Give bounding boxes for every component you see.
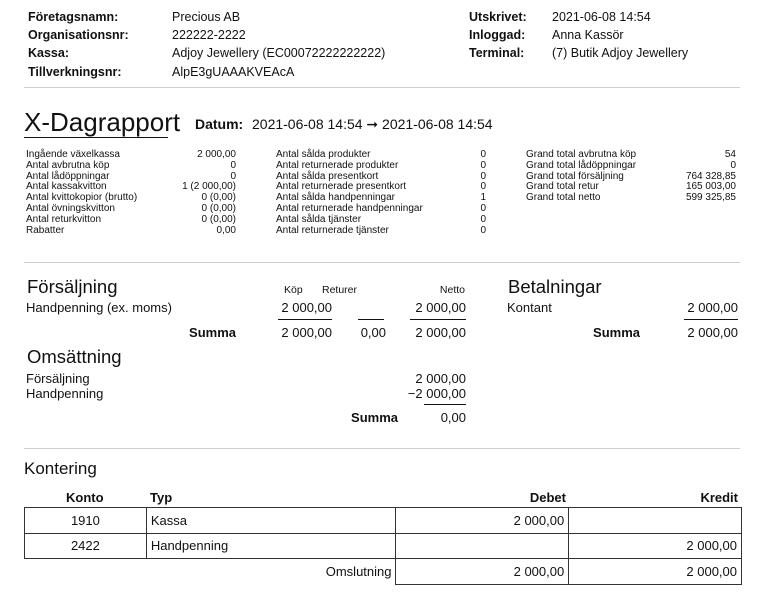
- stat-value: 0: [480, 149, 486, 160]
- org-number-value: 222222-2222: [172, 28, 246, 42]
- stat-value: 0 (0,00): [201, 202, 236, 214]
- accounting-debit: 2 000,00: [396, 508, 569, 534]
- turnover-row-label: Försäljning: [26, 371, 90, 386]
- table-row: [25, 508, 742, 534]
- stats-col3-values: [656, 150, 736, 204]
- payments-underline: [684, 319, 738, 320]
- stat-value: 0 (0,00): [201, 213, 236, 225]
- stat-value: 0: [730, 159, 736, 171]
- turnover-row-value: −2 000,00: [407, 386, 466, 401]
- sales-col-purchase: Köp: [284, 284, 303, 296]
- accounting-type: Kassa: [146, 508, 396, 534]
- payments-row-label: Kontant: [507, 300, 552, 315]
- stat-label: Grand total avbrutna köp: [526, 149, 637, 160]
- sales-returns-underline: [358, 319, 384, 320]
- stats-col2-values: [446, 150, 486, 236]
- company-name-value: Precious AB: [172, 10, 241, 24]
- terminal-label: Terminal:: [469, 46, 525, 60]
- turnover-title: Omsättning: [27, 346, 122, 367]
- stats-divider: [24, 262, 740, 263]
- stat-label: Antal övningskvitton: [26, 202, 115, 214]
- stat-value: 2 000,00: [197, 149, 236, 160]
- register-label: Kassa:: [28, 46, 69, 60]
- accounting-total-credit: 2 000,00: [569, 559, 742, 585]
- stat-label: Antal sålda produkter: [276, 149, 371, 160]
- datum-label: Datum:: [195, 116, 244, 132]
- stat-value: 0: [480, 159, 486, 171]
- accounting-credit: 2 000,00: [569, 533, 742, 559]
- stat-value: 0: [480, 170, 486, 182]
- accounting-header-type: Typ: [150, 490, 173, 505]
- stat-label: Antal kassakvitton: [26, 181, 107, 193]
- stat-label: Antal kvittokopior (brutto): [26, 192, 138, 204]
- printed-value: 2021-06-08 14:54: [552, 10, 651, 24]
- accounting-account: 1910: [25, 508, 147, 534]
- empty-cell: [25, 559, 147, 585]
- stat-label: Grand total netto: [526, 192, 601, 204]
- sales-net-underline: [410, 319, 466, 320]
- terminal-value: (7) Butik Adjoy Jewellery: [552, 46, 689, 60]
- stat-value: 54: [724, 149, 736, 160]
- accounting-total-debit: 2 000,00: [396, 559, 569, 585]
- sales-sum-returns: 0,00: [360, 325, 386, 340]
- accounting-debit: [396, 533, 569, 559]
- stat-value: 165 003,00: [685, 181, 736, 193]
- stats-col1-values: [156, 150, 236, 236]
- turnover-divider: [24, 448, 740, 449]
- turnover-labels: [26, 371, 103, 401]
- company-name-label: Företagsnamn:: [28, 10, 119, 24]
- stat-label: Grand total lådöppningar: [526, 159, 637, 171]
- sales-purchase-underline: [278, 319, 332, 320]
- accounting-credit: [569, 508, 742, 534]
- stat-label: Antal returnerade handpenningar: [276, 202, 423, 214]
- payments-row-value: 2 000,00: [687, 300, 738, 315]
- stat-label: Grand total försäljning: [526, 170, 624, 182]
- sales-col-returns: Returer: [322, 284, 358, 296]
- printed-label: Utskrivet:: [469, 10, 527, 24]
- stat-label: Rabatter: [26, 224, 65, 236]
- turnover-sum-value: 0,00: [440, 410, 466, 425]
- stat-value: 1: [480, 192, 486, 204]
- stat-label: Antal sålda presentkort: [276, 170, 379, 182]
- stat-value: 0: [480, 224, 486, 236]
- turnover-row-value: 2 000,00: [415, 371, 466, 386]
- payments-sum-value: 2 000,00: [687, 325, 738, 340]
- turnover-values: [370, 371, 466, 401]
- org-number-label: Organisationsnr:: [28, 28, 129, 42]
- stat-value: 0,00: [216, 224, 236, 236]
- sales-col-net: Netto: [439, 284, 465, 296]
- payments-title: Betalningar: [508, 276, 602, 297]
- stat-value: 0: [480, 181, 486, 193]
- sales-row-purchase: 2 000,00: [281, 300, 332, 315]
- accounting-table: [24, 507, 742, 585]
- report-title: X-Dagrapport: [24, 107, 181, 137]
- register-value: Adjoy Jewellery (EC00072222222222): [172, 46, 386, 60]
- stat-label: Antal returnerade produkter: [276, 159, 399, 171]
- manufacturing-number-value: AlpE3gUAAAKVEAcA: [172, 65, 295, 79]
- payments-sum-label: Summa: [593, 325, 640, 340]
- sales-sum-net: 2 000,00: [415, 325, 466, 340]
- stat-label: Antal avbrutna köp: [26, 159, 110, 171]
- manufacturing-number-label: Tillverkningsnr:: [28, 65, 122, 79]
- stat-value: 1 (2 000,00): [182, 181, 236, 193]
- stat-value: 764 328,85: [685, 170, 736, 182]
- logged-in-label: Inloggad:: [469, 28, 526, 42]
- accounting-total-label: Omslutning: [146, 559, 396, 585]
- stats-col3-labels: [526, 150, 636, 204]
- stats-col2-labels: [276, 150, 423, 236]
- report-title-underline: [24, 137, 168, 138]
- header-divider: [24, 87, 740, 88]
- sales-sum-label: Summa: [189, 325, 236, 340]
- turnover-underline: [424, 404, 466, 405]
- stat-label: Antal returnerade tjänster: [276, 224, 389, 236]
- table-total-row: [25, 559, 742, 585]
- stat-label: Antal lådöppningar: [26, 170, 110, 182]
- sales-row-net: 2 000,00: [415, 300, 466, 315]
- turnover-row-label: Handpenning: [26, 386, 104, 401]
- accounting-header-account: Konto: [66, 490, 104, 505]
- table-row: [25, 533, 742, 559]
- sales-sum-purchase: 2 000,00: [281, 325, 332, 340]
- stat-label: Antal sålda tjänster: [276, 213, 362, 225]
- stat-value: 0: [480, 202, 486, 214]
- sales-title: Försäljning: [27, 276, 118, 297]
- accounting-account: 2422: [25, 533, 147, 559]
- turnover-sum-label: Summa: [351, 410, 398, 425]
- stat-value: 0: [230, 159, 236, 171]
- stat-value: 0 (0,00): [201, 192, 236, 204]
- stat-label: Grand total retur: [526, 181, 599, 193]
- stat-value: 0: [480, 213, 486, 225]
- accounting-title: Kontering: [24, 459, 97, 478]
- datum-value: 2021-06-08 14:54 ➞ 2021-06-08 14:54: [252, 116, 493, 132]
- accounting-header-credit: Kredit: [700, 490, 738, 505]
- stat-label: Ingående växelkassa: [26, 149, 120, 160]
- accounting-type: Handpenning: [146, 533, 396, 559]
- stat-label: Antal sålda handpenningar: [276, 192, 395, 204]
- stats-col1-labels: [26, 150, 137, 236]
- accounting-header-debit: Debet: [529, 490, 566, 505]
- sales-row-label: Handpenning (ex. moms): [26, 300, 172, 315]
- stat-label: Antal returnerade presentkort: [276, 181, 407, 193]
- logged-in-value: Anna Kassör: [552, 28, 624, 42]
- stat-value: 0: [230, 170, 236, 182]
- stat-value: 599 325,85: [685, 192, 736, 204]
- stat-label: Antal returkvitton: [26, 213, 102, 225]
